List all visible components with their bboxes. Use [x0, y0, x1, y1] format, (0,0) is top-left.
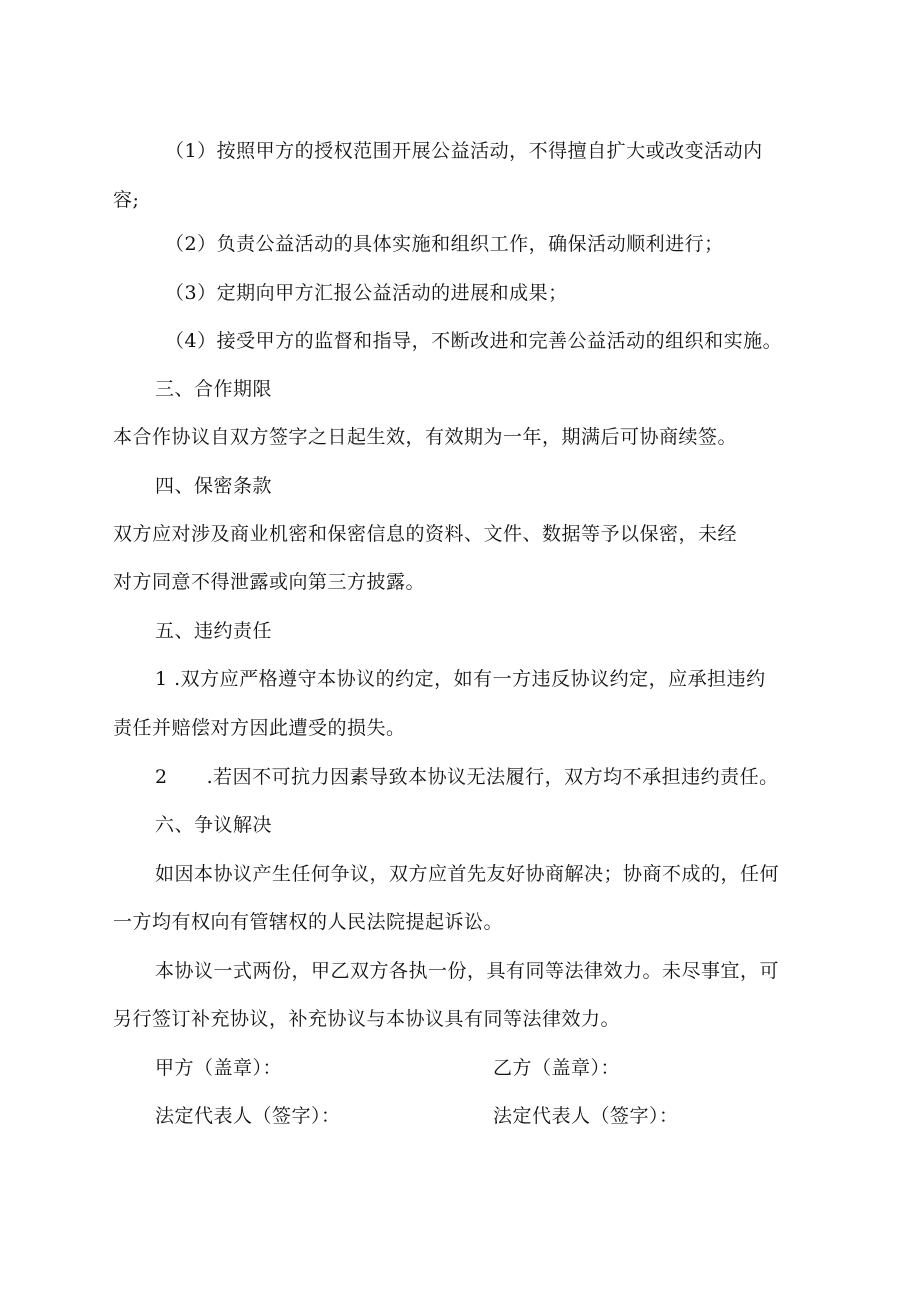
clause-text-line: 2 .若因不可抗力因素导致本协议无法履行，双方均不承担违约责任。: [155, 766, 779, 788]
paragraph-text-line: 本协议一式两份，甲乙双方各执一份，具有同等法律效力。未尽事宜，可: [155, 960, 780, 982]
paragraph-text-line: 对方同意不得泄露或向第三方披露。: [113, 571, 426, 593]
party-a-representative-label: 法定代表人（签字）：: [155, 1105, 341, 1127]
party-a-seal-label: 甲方（盖章）：: [155, 1057, 283, 1079]
clause-text-line: 容;: [113, 189, 140, 211]
paragraph-text-line: 双方应对涉及商业机密和保密信息的资料、文件、数据等予以保密，未经: [113, 523, 738, 545]
clause-text-line: （4）接受甲方的监督和指导，不断改进和完善公益活动的组织和实施。: [165, 330, 783, 352]
section-heading: 四、保密条款: [155, 475, 273, 497]
section-heading: 三、合作期限: [155, 378, 273, 400]
paragraph-text-line: 本合作协议自双方签字之日起生效，有效期为一年，期满后可协商续签。: [113, 426, 738, 448]
party-b-representative-label: 法定代表人（签字）：: [493, 1105, 679, 1127]
paragraph-text-line: 另行签订补充协议，补充协议与本协议具有同等法律效力。: [113, 1008, 621, 1030]
clause-text-line: （1）按照甲方的授权范围开展公益活动，不得擅自扩大或改变活动内: [165, 140, 763, 162]
representative-row: [0, 1104, 920, 1128]
party-b-seal-label: 乙方（盖章）：: [493, 1057, 621, 1079]
paragraph-text-line: 如因本协议产生任何争议，双方应首先友好协商解决；协商不成的，任何: [155, 863, 780, 885]
section-heading: 六、争议解决: [155, 814, 273, 836]
clause-text-line: 责任并赔偿对方因此遭受的损失。: [113, 717, 406, 739]
clause-text-line: （3）定期向甲方汇报公益活动的进展和成果；: [165, 282, 568, 304]
clause-text-line: 1 .双方应严格遵守本协议的约定，如有一方违反协议约定，应承担违约: [155, 668, 766, 690]
section-heading: 五、违约责任: [155, 620, 273, 642]
seal-row: [0, 1056, 920, 1080]
clause-text-line: （2）负责公益活动的具体实施和组织工作，确保活动顺利进行；: [165, 233, 724, 255]
paragraph-text-line: 一方均有权向有管辖权的人民法院提起诉讼。: [113, 911, 504, 933]
